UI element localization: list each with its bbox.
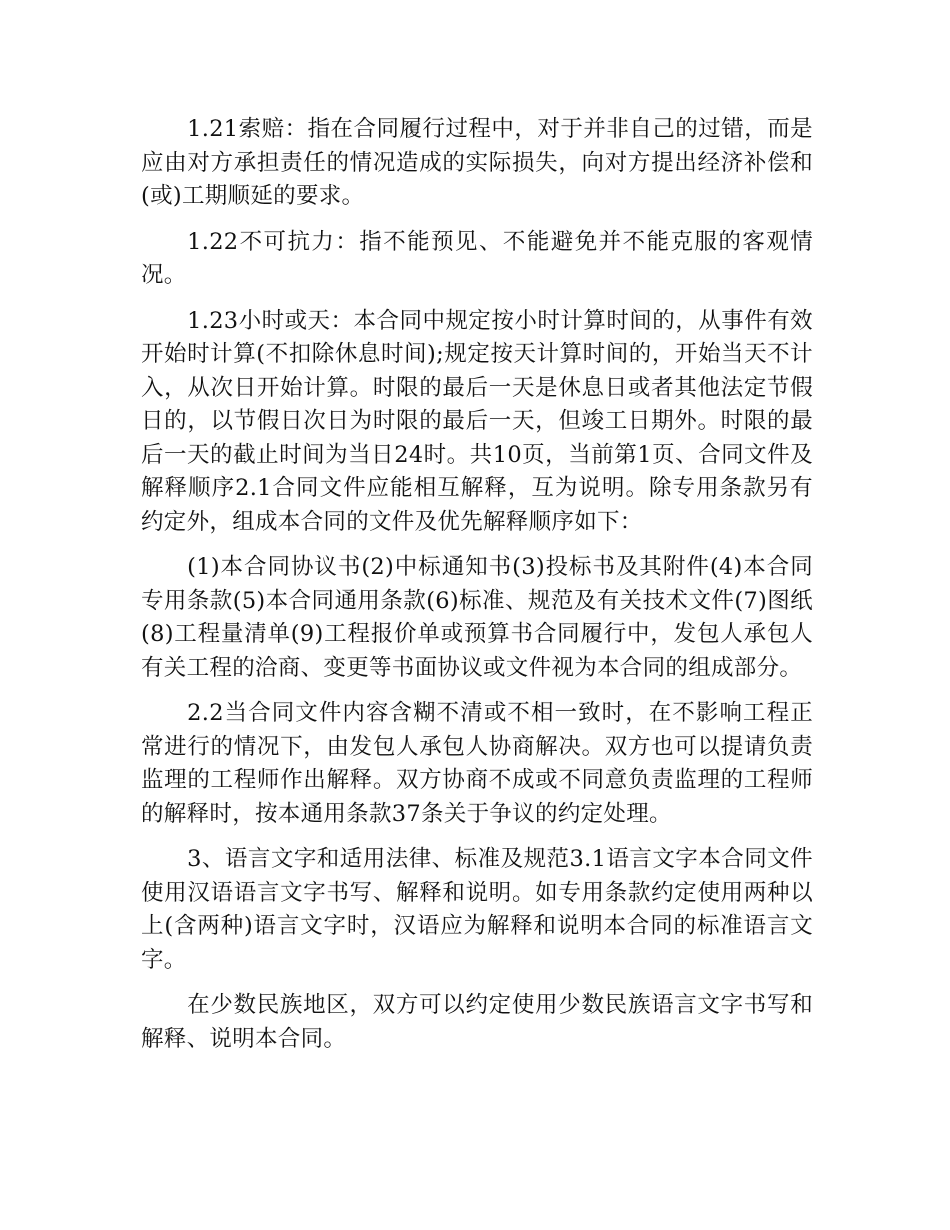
paragraph-claim-definition: 1.21索赔：指在合同履行过程中，对于并非自己的过错，而是应由对方承担责任的情况造成的实际损失，向对方提出经济补偿和(或)工期顺延的要求。 (141, 116, 813, 209)
document-page (141, 113, 813, 1068)
paragraph-minority-language: 在少数民族地区，双方可以约定使用少数民族语言文字书写和解释、说明本合同。 (141, 992, 813, 1052)
paragraph-hours-or-days: 1.23小时或天：本合同中规定按小时计算时间的，从事件有效开始时计算(不扣除休息时间);规定按天计算时间的，开始当天不计入，从次日开始计算。时限的最后一天是休息日或者其他法定节假日的，以节假日次日为时限的最后一天，但竣工日期外。时限的最后一天的截止时间为当日24时。共10页，当前第1页、合同文件及解释顺序2.1合同文件应能相互解释，互为说明。除专用条款另有约定外，组成本合同的文件及优先解释顺序如下： (141, 307, 813, 535)
paragraph-document-order-list: (1)本合同协议书(2)中标通知书(3)投标书及其附件(4)本合同专用条款(5)本合同通用条款(6)标准、规范及有关技术文件(7)图纸(8)工程量清单(9)工程报价单或预算书合同履行中，发包人承包人有关工程的洽商、变更等书面协议或文件视为本合同的组成部分。 (141, 554, 813, 681)
paragraph-language-and-law: 3、语言文字和适用法律、标准及规范3.1语言文字本合同文件使用汉语语言文字书写、解释和说明。如专用条款约定使用两种以上(含两种)语言文字时，汉语应为解释和说明本合同的标准语言文字。 (141, 846, 813, 973)
paragraph-force-majeure: 1.22不可抗力：指不能预见、不能避免并不能克服的客观情况。 (141, 228, 813, 288)
paragraph-ambiguity-resolution: 2.2当合同文件内容含糊不清或不相一致时，在不影响工程正常进行的情况下，由发包人承包人协商解决。双方也可以提请负责监理的工程师作出解释。双方协商不成或不同意负责监理的工程师的解释时，按本通用条款37条关于争议的约定处理。 (141, 700, 813, 827)
